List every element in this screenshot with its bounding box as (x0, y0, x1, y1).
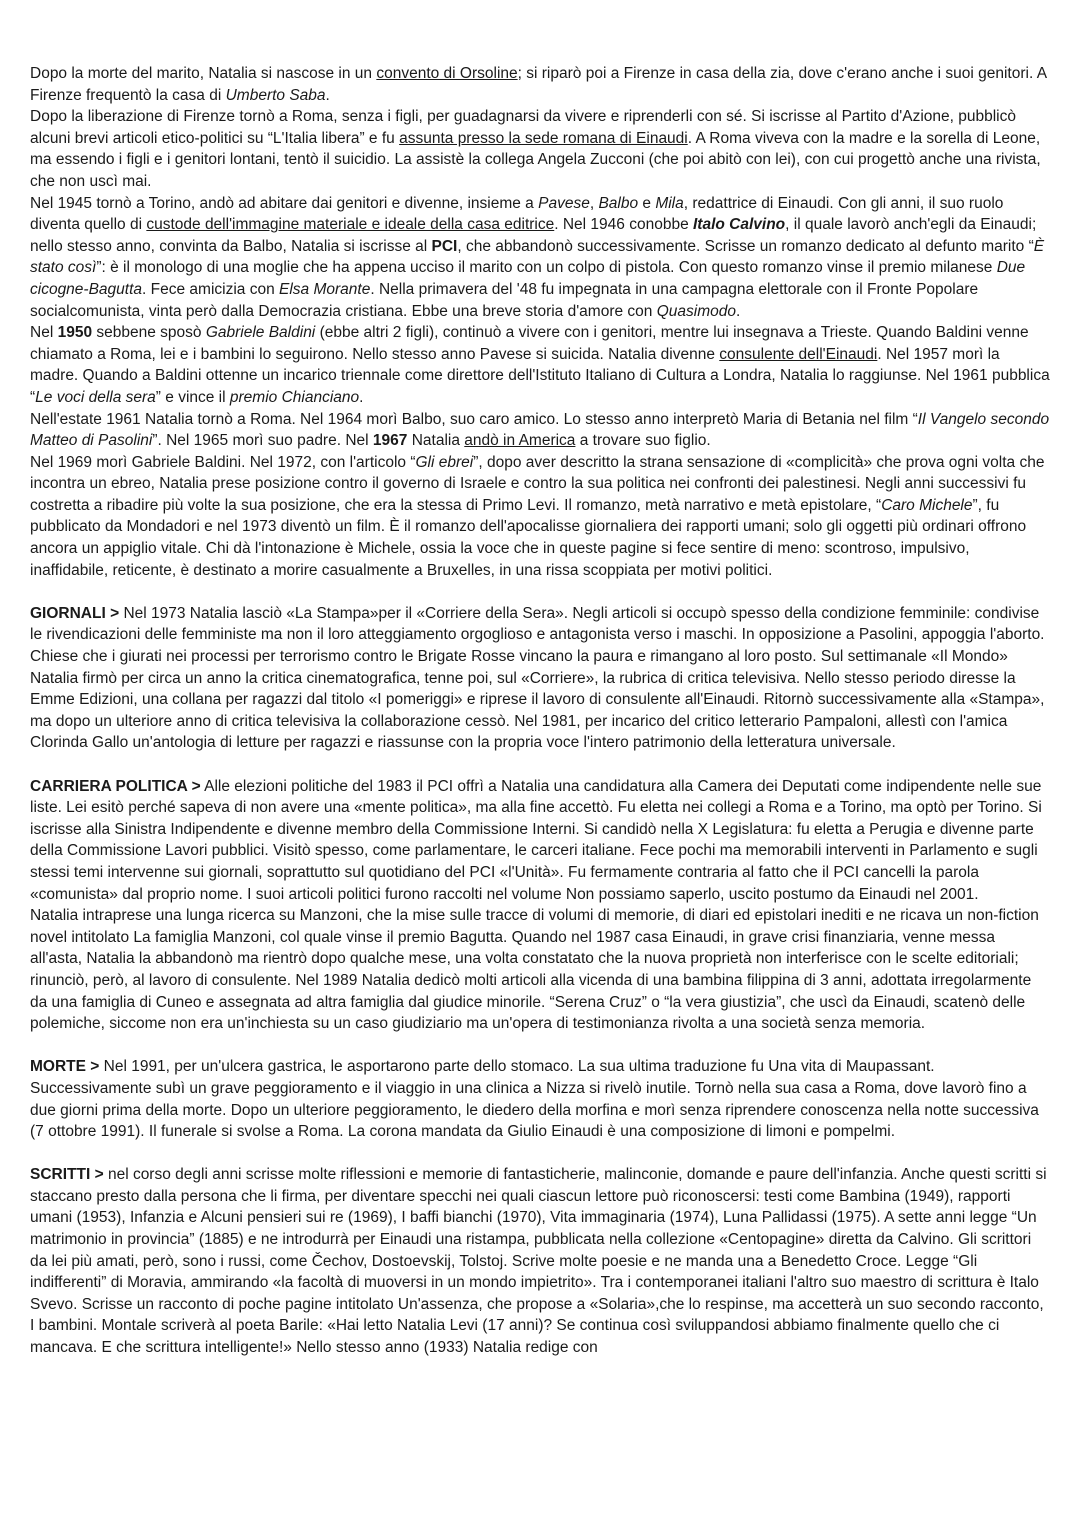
text-run-b: GIORNALI > (30, 604, 120, 622)
text-run: Nell'estate 1961 Natalia tornò a Roma. Nel 1964 morì Balbo, suo caro amico. Lo stesso anno interpretò Maria di Betania nel film “ (30, 410, 918, 428)
text-run-u: custode dell'immagine materiale e ideale della casa editrice (146, 216, 555, 234)
section-scritti (30, 1164, 1050, 1358)
text-run: Nel 1973 Natalia lasciò «La Stampa»per il «Corriere della Sera». Negli articoli si occupò spesso della condizione femminile: condivise le rivendicazioni delle femministe ma non il loro atteggiamento orgoglioso e antagonista verso i maschi. In opposizione a Pasolini, appoggia l'aborto. Chiese che i giurati nei processi per terrorismo contro le Brigate Rosse vincano la paura e rimangano al loro posto. Sul settimanale «Il Mondo» Natalia firmò per circa un anno la critica cinematografica, tenne poi, sul «Corriere», la rubrica di critica televisiva. Nello stesso periodo diresse la Emme Edizioni, una collana per ragazzi dal titolo «I pomeriggi» e riprese il lavoro di consulente all'Einaudi. Ritornò successivamente alla «Stampa», ma dopo un ulteriore anno di critica televisiva la collaborazione cessò. Nel 1981, per incarico del critico letterario Pampaloni, allestì con l'amica Clorinda Gallo un'antologia di letture per ragazzi e riassunse con la propria voce l'intero patrimonio della letteratura universale. (30, 604, 1049, 752)
text-run-i: Elsa Morante (279, 280, 371, 298)
paragraph-manzoni-serena-cruz (30, 905, 1050, 1035)
text-run: ”: è il monologo di una moglie che ha appena ucciso il marito con un colpo di pistola. Con questo romanzo vinse il premio milanese (96, 259, 997, 277)
text-run: sebbene sposò (92, 324, 206, 342)
text-run: , il quale lavorò anch'egli da Einaudi; nello stesso anno, convinta da Balbo, Natalia si iscrisse al (30, 216, 1041, 255)
paragraph-widow-florence (30, 63, 1050, 106)
text-run: , redattrice di Einaudi. Con gli anni, il suo ruolo diventa quello di (30, 194, 1008, 234)
text-run-b: MORTE > (30, 1058, 100, 1076)
text-run: Natalia intraprese una lunga ricerca su Manzoni, che la mise sulle tracce di volumi di memorie, di diari ed epistolari inediti e ne ricava un non-fiction novel intitolato La famiglia Manzoni, col quale vinse il premio Bagutta. Quando nel 1987 casa Einaudi, in grave crisi finanziaria, venne messa all'asta, Natalia la abbandonò ma rientrò dopo qualche mese, una volta constatato che la nuova proprietà non interferisce con le scelte editoriali; rinunciò, però, al lavoro di consulente. Nel 1989 Natalia dedicò molti articoli alla vicenda di una bambina filippina di 3 anni, adottata irregolarmente da una famiglia di Cuneo e assegnata ad altra famiglia dal giudice minorile. “Serena Cruz” o “la vera giustizia”, che uscì da Einaudi, scatenò delle polemiche, siccome non era un'inchiesta su un caso giudiziario ma un'opera di testimonianza rivolta a una società senza memoria. (30, 907, 1044, 1033)
text-run-b: PCI (431, 237, 458, 255)
text-run: ”. Nel 1965 morì suo padre. Nel (152, 432, 373, 450)
text-run: . Fece amicizia con (142, 280, 279, 298)
text-run: ” e vince il (155, 388, 230, 406)
text-run-i: Gabriele Baldini (205, 324, 316, 342)
text-run: . (359, 388, 364, 406)
text-run-i: Il Vangelo secondo Matteo di Pasolini (30, 410, 1054, 450)
text-run-bi: Italo Calvino (693, 216, 786, 234)
text-run: Dopo la liberazione di Firenze tornò a Roma, senza i figli, per guadagnarsi da vivere e riprenderli con sé. Si iscrisse al Partito d'Azione, pubblicò alcuni brevi articoli etico-politici su “L'Italia libera” e fu (30, 108, 1021, 147)
text-run-i: Caro Michele (881, 496, 973, 514)
paragraph-1969-caro-michele (30, 452, 1050, 582)
text-run: (ebbe altri 2 figli), continuò a vivere con i genitori, mentre lui insegnava a Trieste. Quando Baldini venne chiamato a Roma, lei e i bambini lo seguirono. Nello stesso anno Pavese si suicida. Natalia divenne (30, 324, 1033, 363)
text-run: Alle elezioni politiche del 1983 il PCI offrì a Natalia una candidatura alla Camera dei Deputati come indipendente nelle sue liste. Lei esitò perché sapeva di non avere una «mente politica», ma alla fine accettò. Fu eletta nei collegi a Roma e a Torino, ma optò per Torino. Si iscrisse alla Sinistra Indipendente e divenne membro della Commissione Interni. Si candidò nella X Legislatura: fu eletta a Perugia e divenne parte della Commissione Lavori pubblici. Visitò spesso, come parlamentare, le carceri italiane. Fece pochi ma memorabili interventi in Parlamento e sugli stessi temi intervenne sui giornali, soprattutto sul quotidiano del PCI «l'Unità». Fu fermamente contraria al fatto che il PCI cancelli la parola «comunista» dal proprio nome. I suoi articoli politici furono raccolti nel volume Non possiamo saperlo, uscito postumo da Einaudi nel 2001. (30, 777, 1047, 903)
text-run: Nel (30, 324, 58, 342)
text-run: Natalia (407, 432, 465, 450)
text-run: . A Roma viveva con la madre e la sorella di Leone, ma essendo i figli e i genitori lontani, tentò il suicidio. La assistè la collega Angela Zucconi (che poi abitò con lei), con cui progettò anche una rivista, che non uscì mai. (30, 129, 1045, 190)
paragraph-1961-1967 (30, 409, 1054, 452)
text-run: ”, fu pubblicato da Mondadori e nel 1973 diventò un film. È il romanzo dell'apocalisse giornaliera dei rapporti umani; solo gli oggetti più ordinari offrono ancora un appiglio vitale. Chi dà l'intonazione è Michele, ossia la voce che in queste pagine si fece sentire di meno: scontroso, impulsivo, inaffidabile, reticente, è destinato a morire casualmente a Bruxelles, in una rissa scoppiata per motivi politici. (30, 496, 1031, 579)
text-run: . (325, 86, 330, 104)
section-giornali (30, 603, 1050, 754)
section-carriera-politica (30, 776, 1050, 906)
text-run: . Nella primavera del '48 fu impegnata in una campagna elettorale con il Fronte Popolare socialcomunista, vinta però dalla Democrazia cristiana. Ebbe una breve storia d'amore con (30, 280, 983, 320)
text-run: . (736, 302, 741, 320)
text-run: nel corso degli anni scrisse molte riflessioni e memorie di fantasticherie, malinconie, domande e paure dell'infanzia. Anche questi scritti si staccano presto dalla persona che li firma, per diventare specchi nei quali ciascun lettore può riconoscersi: testi come Bambina (1949), rapporti umani (1953), Infanzia e Alcuni pensieri sui re (1969), I baffi bianchi (1970), Vita immaginaria (1974), Luna Pallidassi (1975). A sette anni legge “Un matrimonio in provincia” (1885) e ne introdurrà per Einaudi una ristampa, pubblicata nella collezione «Centopagine» diretta da Calvino. Gli scrittori da lei più amati, però, sono i russi, come Čechov, Dostoevskij, Tolstoj. Scrive molte poesie e ne manda una a Benedetto Croce. Legge “Gli indifferenti” di Moravia, ammirando «la facoltà di muoversi in un mondo impietrito». Tra i contemporanei italiani l'altro suo maestro di scrittura è Italo Svevo. Scrisse un racconto di poche pagine intitolato Un'assenza, che propose a «Solaria»,che lo respinse, ma accetterà un suo secondo racconto, I bambini. Montale scriverà al poeta Barile: «Hai letto Natalia Levi (17 anni)? Se continua così sviluppandosi abbiamo finalmente quello che ci mancava. E che scrittura intelligente!» Nello stesso anno (1933) Natalia redige con (30, 1166, 1051, 1357)
text-run-b: 1967 (372, 432, 408, 450)
paragraph-liberation-rome (30, 106, 1050, 192)
text-run-i: Mila (655, 194, 684, 212)
paragraph-1945-torino-einaudi (30, 193, 1050, 323)
text-run: e (638, 194, 656, 212)
text-run: Nel 1945 tornò a Torino, andò ad abitare dai genitori e divenne, insieme a (30, 194, 539, 212)
text-run: Nel 1991, per un'ulcera gastrica, le asportarono parte dello stomaco. La sua ultima traduzione fu Una vita di Maupassant. Successivamente subì un grave peggioramento e il viaggio in una clinica a Nizza si rivelò inutile. Tornò nella sua casa a Roma, dove lavorò fino a due giorni prima della morte. Dopo un ulteriore peggioramento, le diedero della morfina e morì senza riprendere conoscenza nella notte successiva (7 ottobre 1991). Il funerale si svolse a Roma. La corona mandata da Giulio Einaudi è una composizione di limoni e pompelmi. (30, 1058, 1044, 1141)
text-run-i: Balbo (598, 194, 639, 212)
paragraph-1950-baldini (30, 322, 1055, 408)
text-run-u: andò in America (464, 432, 576, 450)
text-run-i: Pavese (538, 194, 590, 212)
text-run-b: CARRIERA POLITICA > (30, 777, 201, 795)
text-run-i: È stato così (30, 237, 1049, 277)
text-run-i: Due cicogne-Bagutta (30, 259, 1030, 298)
text-run-u: convento di Orsoline (376, 65, 518, 82)
text-run: , (589, 194, 599, 212)
text-run-b: 1950 (57, 324, 93, 342)
text-run-i: Quasimodo (656, 302, 736, 320)
text-run: . Nel 1946 conobbe (554, 216, 693, 234)
text-run: . Nel 1957 morì la madre. Quando a Baldini ottenne un incarico triennale come direttore dell'Istituto Italiano di Cultura a Londra, Natalia lo raggiunse. Nel 1961 pubblica “ (30, 345, 1055, 406)
section-morte (30, 1056, 1050, 1142)
text-run-i: Le voci della sera (35, 388, 156, 406)
text-run: Dopo la morte del marito, Natalia si nascose in un (30, 65, 377, 82)
text-run-u: assunta presso la sede romana di Einaudi (399, 129, 688, 147)
text-run-u: consulente dell'Einaudi (719, 345, 878, 363)
text-run-i: Umberto Saba (225, 86, 326, 104)
text-run: ; si riparò poi a Firenze in casa della zia, dove c'erano anche i suoi genitori. A Firenze frequentò la casa di (30, 65, 1051, 104)
text-run: , che abbandonò successivamente. Scrisse un romanzo dedicato al defunto marito “ (457, 237, 1034, 255)
text-run: a trovare suo figlio. (575, 432, 711, 450)
text-run: ”, dopo aver descritto la strana sensazione di «complicità» che prova ogni volta che incontra un ebreo, Natalia prese posizione contro il governo di Israele e contro la sua politica nei confronti dei palestinesi. Negli anni successivi fu costretta a ribadire più volte la sua posizione, che era la stessa di Primo Levi. Il romanzo, metà narrativo e metà epistolare, “ (30, 453, 1049, 514)
text-run: Nel 1969 morì Gabriele Baldini. Nel 1972, con l'articolo “ (30, 453, 416, 471)
text-run-i: premio Chianciano (229, 388, 360, 406)
text-run-b: SCRITTI > (30, 1166, 104, 1184)
text-run-i: Gli ebrei (415, 453, 474, 471)
